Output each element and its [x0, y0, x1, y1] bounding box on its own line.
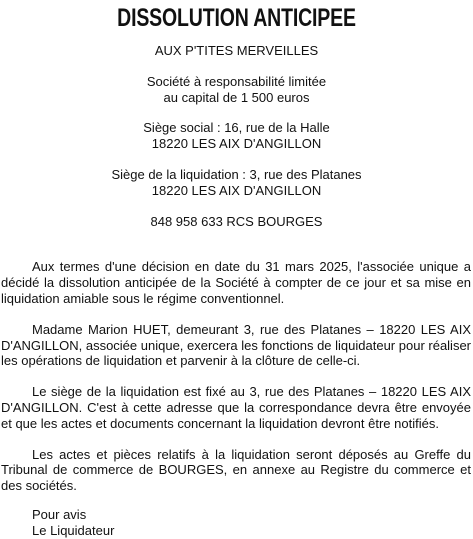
legal-form-line1: Société à responsabilité limitée	[146, 73, 327, 89]
registration-text: 848 958 633 RCS BOURGES	[150, 213, 323, 229]
paragraph-liquidator: Madame Marion HUET, demeurant 3, rue des Platanes – 18220 LES AIX D'ANGILLON, associée unique, exercera les fonctions de liquidateur pour réaliser les opérations de liquidation et parvenir à la clôture de celle-ci.	[1, 321, 472, 369]
registration-number	[0, 214, 473, 230]
head-office-line2: 18220 LES AIX D'ANGILLON	[151, 136, 322, 152]
head-office	[0, 120, 473, 152]
company-name	[0, 43, 473, 59]
liquidation-office	[0, 167, 473, 199]
notice-body	[0, 259, 473, 494]
closing-signature	[0, 507, 473, 539]
head-office-line1: Siège social : 16, rue de la Halle	[143, 120, 330, 136]
paragraph-filing: Les actes et pièces relatifs à la liquidation seront déposés au Greffe du Tribunal de commerce de BOURGES, en annexe au Registre du commerce et des sociétés.	[1, 446, 471, 494]
paragraph-liquidation-seat: Le siège de la liquidation est fixé au 3, rue des Platanes – 18220 LES AIX D'ANGILLON. C'est à cette adresse que la correspondance devra être envoyée et que les actes et documents concernant la liquidation devront être notifiés.	[1, 384, 471, 431]
liquidation-office-line1: Siège de la liquidation : 3, rue des Platanes	[111, 166, 362, 182]
company-header	[0, 43, 473, 229]
closing-line1: Pour avis	[32, 506, 87, 522]
notice-title: DISSOLUTION ANTICIPEE	[117, 4, 356, 32]
liquidation-office-line2: 18220 LES AIX D'ANGILLON	[151, 182, 322, 198]
legal-form	[0, 74, 473, 106]
legal-form-line2: au capital de 1 500 euros	[163, 89, 310, 105]
company-name-text: AUX P'TITES MERVEILLES	[154, 43, 319, 58]
closing-line2: Le Liquidateur	[32, 522, 115, 538]
paragraph-decision: Aux termes d'une décision en date du 31 mars 2025, l'associée unique a décidé la dissolution anticipée de la Société à compter de ce jour et sa mise en liquidation amiable sous le régime conventionnel.	[1, 259, 471, 306]
